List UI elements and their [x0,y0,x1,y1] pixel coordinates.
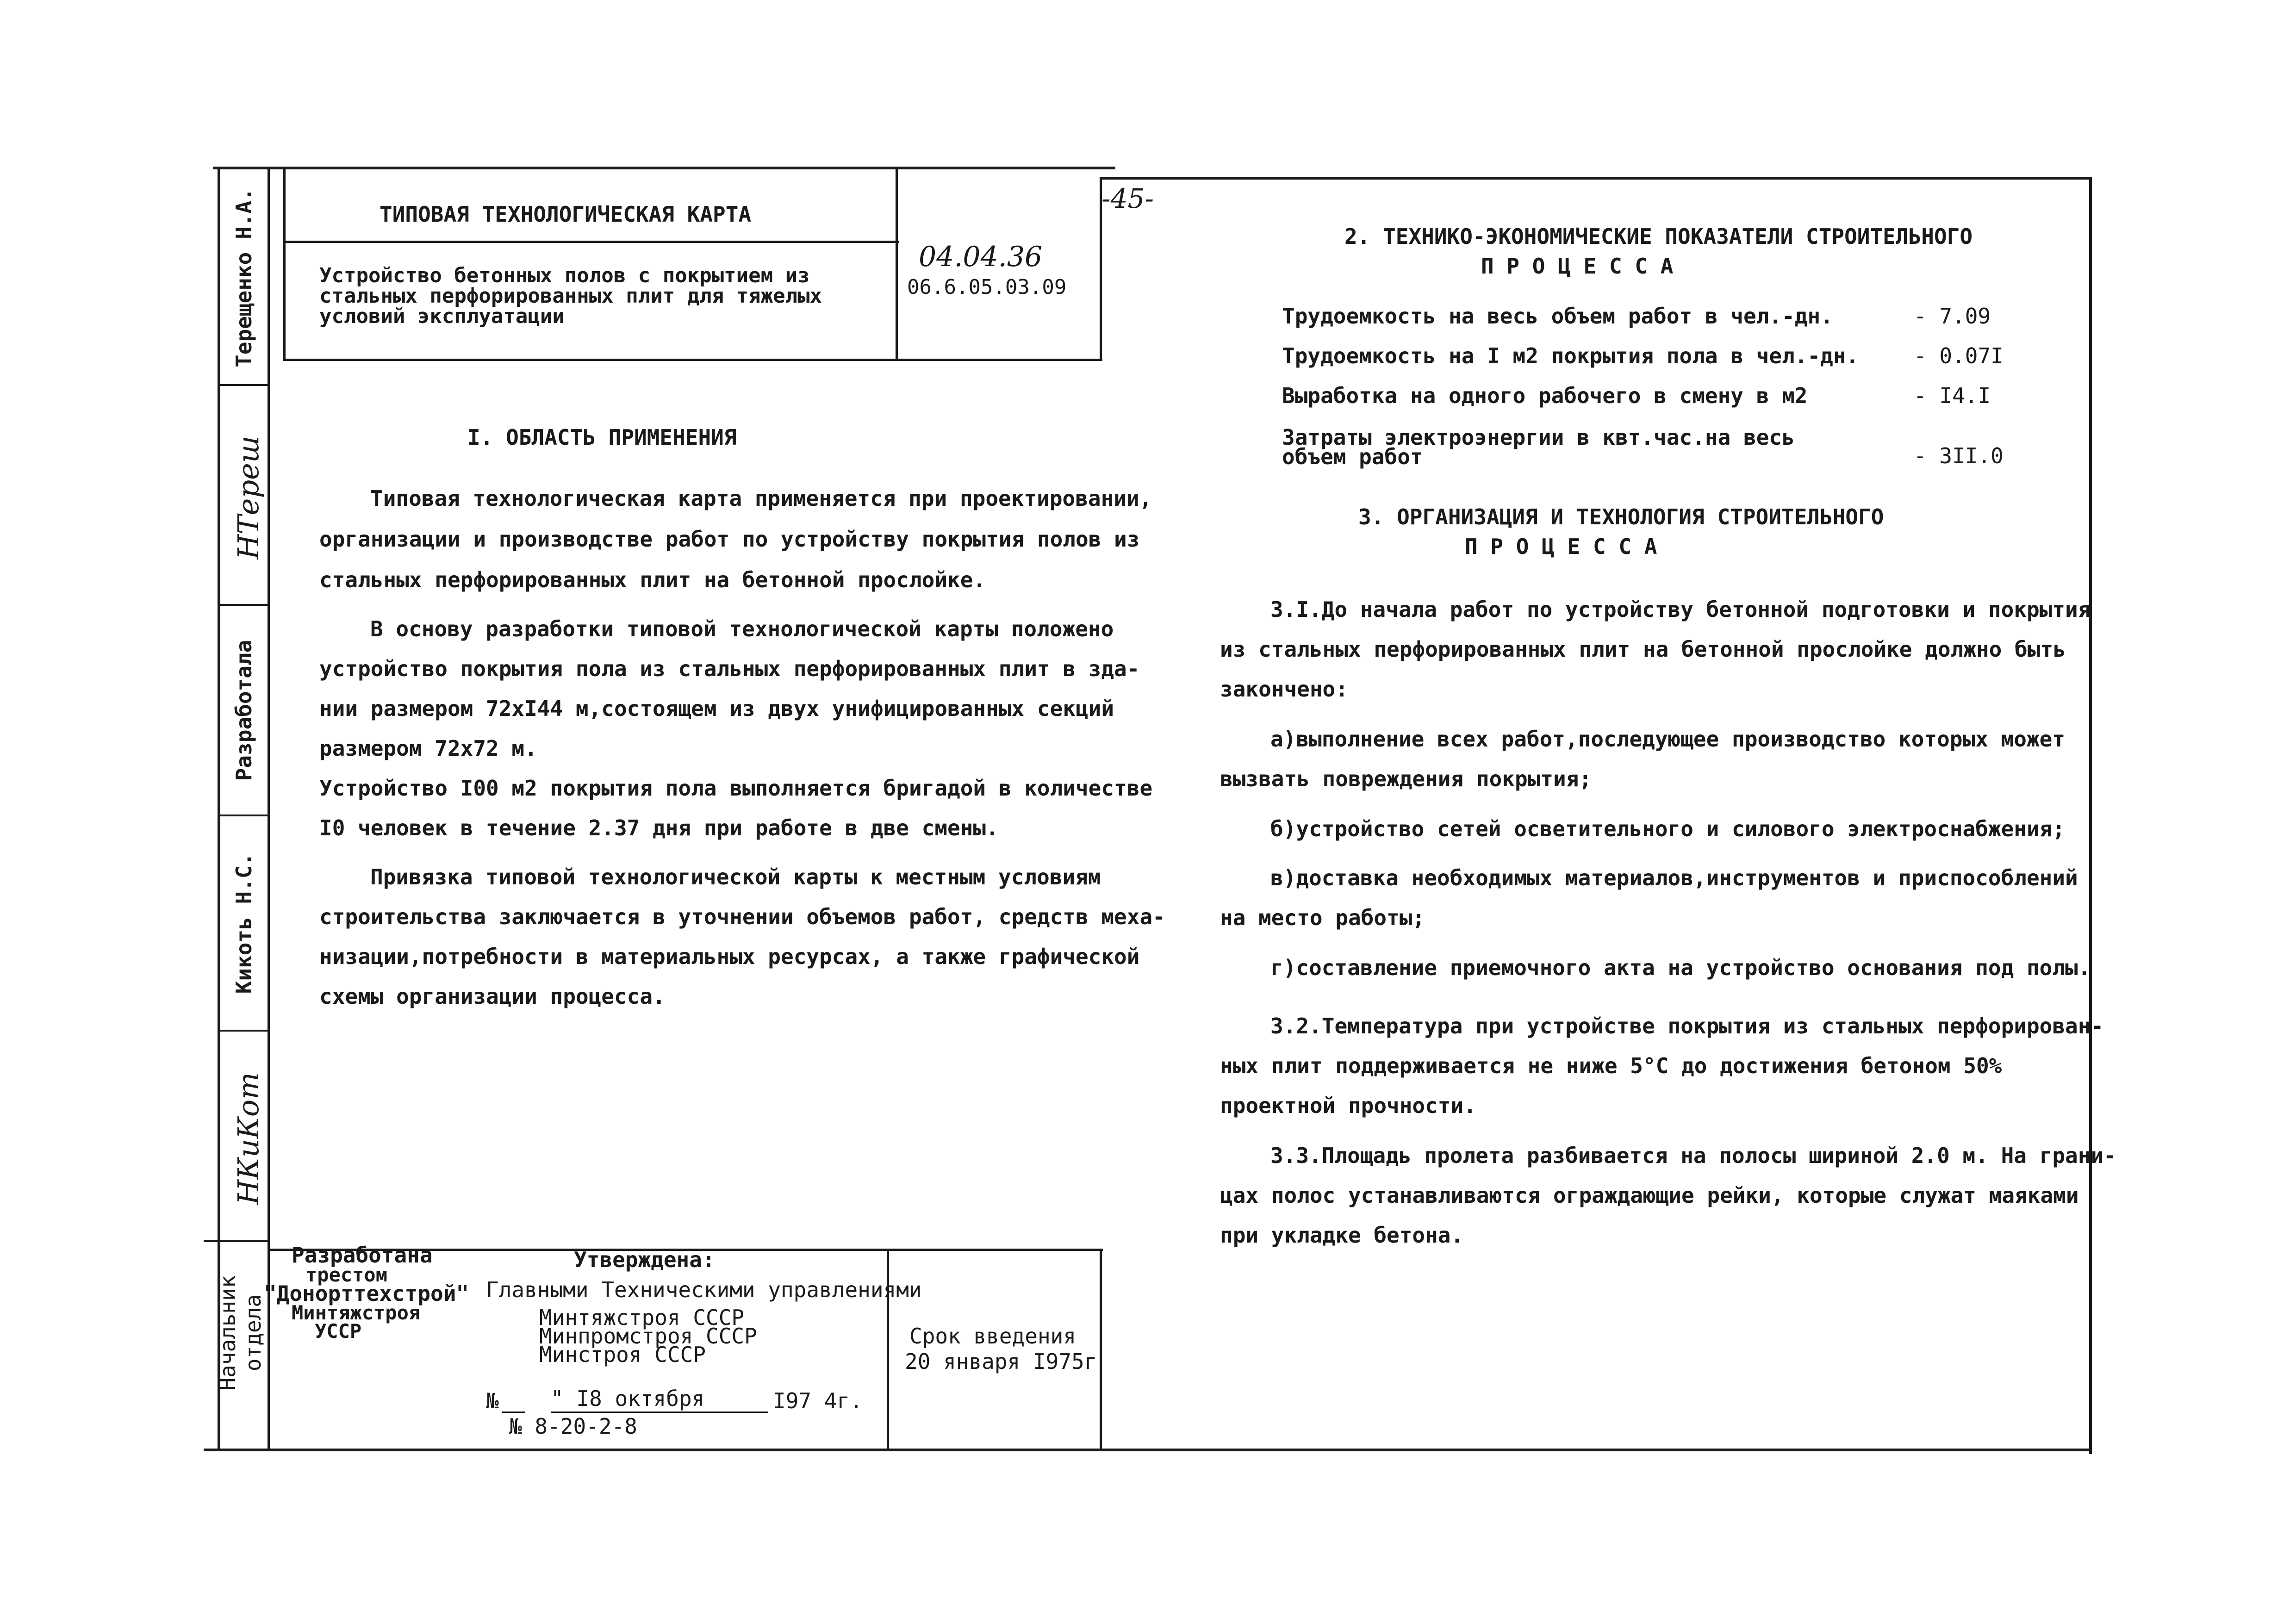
indicator-4-label-1: Затраты электроэнергии в квт.час.на весь [1282,425,1795,450]
frame-top-right [1101,177,2092,180]
indicator-2-label: Трудоемкость на I м2 покрытия пола в чел.-дн. [1282,343,1859,368]
stamp-divider-2 [218,604,270,606]
indicator-2-value: - 0.07I [1914,343,2004,368]
indicator-1-label: Трудоемкость на весь объем работ в чел.-дн. [1282,304,1833,329]
footer-v-2 [1100,1249,1102,1450]
number-underline [502,1412,525,1413]
ministry-3: Минстроя СССР [539,1342,706,1367]
stamp-divider-4 [218,1030,270,1032]
stamp-name-tereshchenko: Терещенко Н.А. [231,188,256,367]
s1-p1-line-2: организации и производстве работ по устройству покрытия полов из [319,527,1140,552]
stamp-divider-1 [218,384,270,386]
ministry-1: Минтяжстроя СССР [539,1305,745,1330]
subject-line-3: условий эксплуатации [319,305,565,328]
s3-p7-line-1: 3.3.Площадь пролета разбивается на полосы шириной 2.0 м. На грани- [1270,1143,2116,1168]
s1-p2-line-4: размером 72x72 м. [319,736,537,761]
stamp-divider-3 [218,815,270,816]
developed-line-3: "Донорттехстрой" [264,1281,469,1306]
code-handwritten: 04.04.36 [919,241,1043,273]
code-printed: 06.6.05.03.09 [907,275,1067,299]
stamp-signature-2: НКиКот [231,1072,265,1205]
page-number: -45- [1101,183,1154,214]
stamp-signature-1: НТереш [231,435,265,560]
s3-p6-line-1: 3.2.Температура при устройстве покрытия из стальных перфорирован- [1270,1014,2104,1038]
s1-p1-line-1: Типовая технологическая карта применяется при проектировании, [370,486,1152,511]
indicator-1-value: - 7.09 [1914,304,1991,329]
title-v-1 [896,169,898,361]
section-3-heading-2: П Р О Ц Е С С А [1465,534,1657,559]
s1-p3-line-4: схемы организации процесса. [319,984,666,1009]
s3-p7-line-3: при укладке бетона. [1220,1223,1464,1248]
title-h-2 [283,359,1102,361]
frame-right [2089,177,2092,1454]
developed-line-1: Разработана [292,1243,433,1268]
s1-p2-line-3: нии размером 72xI44 м,состоящем из двух унифицированных секций [319,696,1114,721]
s3-p5-line-1: г)составление приемочного акта на устройство основания под полы. [1270,955,2091,980]
effective-label: Срок введения [909,1324,1076,1349]
stamp-bottom-label-1: Начальник [215,1275,240,1391]
indicator-4-value: - 3II.0 [1914,443,2004,468]
s3-p1-line-2: из стальных перфорированных плит на бетонной прослойке должно быть [1220,637,2066,662]
s3-p4-line-2: на место работы; [1220,905,1425,930]
s1-p1-line-3: стальных перфорированных плит на бетонной прослойке. [319,567,986,592]
developed-line-5: УССР [315,1320,362,1343]
developed-line-4: Минтяжстроя [292,1301,421,1324]
s1-p2-line-6: I0 человек в течение 2.37 дня при работе в две смены. [319,815,999,840]
s3-p2-line-1: а)выполнение всех работ,последующее производство которых может [1270,727,2066,752]
indicator-3-value: - I4.I [1914,383,1991,408]
frame-left-outer [218,169,220,1451]
s1-p3-line-1: Привязка типовой технологической карты к местным условиям [370,864,1101,889]
s1-p2-line-5: Устройство I00 м2 покрытия пола выполняется бригадой в количестве [319,776,1153,801]
frame-left-stamp [268,169,270,1451]
approval-date: " I8 октября [551,1386,705,1411]
indicator-3-label: Выработка на одного рабочего в смену в м2 [1282,383,1808,408]
section-2-heading-2: П Р О Ц Е С С А [1481,254,1674,279]
section-3-heading-1: 3. ОРГАНИЗАЦИЯ И ТЕХНОЛОГИЯ СТРОИТЕЛЬНОГО [1358,504,1884,529]
s3-p3-line-1: б)устройство сетей осветительного и силового электроснабжения; [1270,816,2066,841]
stamp-role-developed: Разработала [231,640,256,781]
subject-line-1: Устройство бетонных полов с покрытием из [319,264,810,287]
s1-p3-line-3: низации,потребности в материальных ресурсах, а также графической [319,944,1140,969]
s3-p6-line-3: проектной прочности. [1220,1093,1476,1118]
s3-p2-line-2: вызвать повреждения покрытия; [1220,766,1592,791]
card-title: ТИПОВАЯ ТЕХНОЛОГИЧЕСКАЯ КАРТА [380,202,752,227]
effective-date: 20 января I975г [905,1349,1097,1374]
s1-p2-line-1: В основу разработки типовой технологической карты положено [370,616,1114,641]
frame-left-inner [283,169,286,361]
developed-line-2: трестом [305,1263,388,1286]
stamp-name-kikot: Кикоть Н.С. [231,852,256,994]
s3-p7-line-2: цах полос устанавливаются ограждающие рейки, которые служат маяками [1220,1183,2079,1208]
indicator-4-label-2: объем работ [1282,444,1423,469]
s3-p4-line-1: в)доставка необходимых материалов,инструментов и приспособлений [1270,865,2078,890]
s3-p1-line-1: 3.I.До начала работ по устройству бетонной подготовки и покрытия [1270,597,2091,622]
section-1-heading: I. ОБЛАСТЬ ПРИМЕНЕНИЯ [467,425,737,450]
approved-by: Главными Техническими управлениями [486,1277,922,1302]
ministry-2: Минпромстроя СССР [539,1324,757,1349]
subject-line-2: стальных перфорированных плит для тяжелых [319,284,822,308]
s3-p6-line-2: ных плит поддерживается не ниже 5°С до достижения бетоном 50% [1220,1053,2002,1078]
title-h-1 [283,241,899,243]
section-2-heading-1: 2. ТЕХНИКО-ЭКОНОМИЧЕСКИЕ ПОКАЗАТЕЛИ СТРОИТЕЛЬНОГО [1344,224,1973,249]
stamp-divider-5 [204,1240,270,1242]
frame-top-left [213,167,1115,169]
s1-p3-line-2: строительства заключается в уточнении объемов работ, средств меха- [319,904,1165,929]
frame-bottom [204,1449,2092,1451]
approved-title: Утверждена: [574,1247,715,1272]
s1-p2-line-2: устройство покрытия пола из стальных перфорированных плит в зда- [319,656,1140,681]
date-underline [551,1412,768,1413]
doc-number: № 8-20-2-8 [509,1414,637,1439]
number-prefix: № [486,1388,499,1413]
s3-p1-line-3: закончено: [1220,677,1348,702]
approval-year: I97 4г. [773,1388,863,1413]
stamp-bottom-label-2: отдела [241,1294,266,1372]
